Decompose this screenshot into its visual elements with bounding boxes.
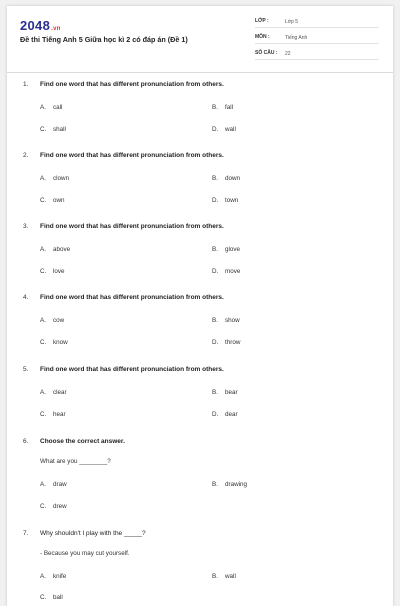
- option-b[interactable]: [212, 317, 240, 324]
- option-d[interactable]: [212, 197, 238, 204]
- question-text: Find one word that has different pronunciation from others.: [40, 223, 224, 230]
- meta-class-label: LỚP :: [255, 18, 269, 24]
- option-b[interactable]: [212, 246, 240, 253]
- option-text: above: [53, 246, 71, 253]
- option-a[interactable]: [40, 175, 69, 182]
- option-text: ball: [53, 594, 63, 601]
- option-letter: A.: [40, 481, 46, 488]
- option-d[interactable]: [212, 126, 236, 133]
- option-c[interactable]: [40, 339, 68, 346]
- question-sentence: - Because you may cut yourself.: [40, 550, 130, 557]
- option-a[interactable]: [40, 104, 62, 111]
- option-text: drawing: [225, 481, 248, 488]
- meta-subject-value: Tiếng Anh: [285, 34, 308, 41]
- option-letter: C.: [40, 594, 47, 601]
- option-letter: D.: [212, 268, 219, 275]
- meta-class-value: Lớp 5: [285, 18, 299, 25]
- question-number: 3.: [23, 223, 29, 230]
- option-letter: D.: [212, 339, 219, 346]
- option-text: dear: [225, 411, 238, 418]
- option-a[interactable]: [40, 481, 67, 488]
- option-a[interactable]: [40, 389, 67, 396]
- document-title: Đề thi Tiếng Anh 5 Giữa học kì 2 có đáp án (Đề 1): [20, 35, 188, 44]
- option-letter: B.: [212, 104, 218, 111]
- option-text: wall: [225, 573, 236, 580]
- option-text: show: [225, 317, 240, 324]
- question-text: Why shouldn't I play with the _____?: [40, 530, 146, 537]
- question-number: 7.: [23, 530, 29, 537]
- option-text: glove: [225, 246, 241, 253]
- option-letter: B.: [212, 389, 218, 396]
- logo-text: 2048: [20, 18, 51, 33]
- option-c[interactable]: [40, 126, 66, 133]
- option-c[interactable]: [40, 197, 65, 204]
- option-b[interactable]: [212, 481, 247, 488]
- question-number: 6.: [23, 438, 29, 445]
- option-letter: B.: [212, 481, 218, 488]
- option-letter: A.: [40, 246, 46, 253]
- option-d[interactable]: [212, 268, 240, 275]
- option-letter: C.: [40, 197, 47, 204]
- option-text: throw: [225, 339, 241, 346]
- question-text: Find one word that has different pronunciation from others.: [40, 366, 224, 373]
- option-text: love: [53, 268, 65, 275]
- option-d[interactable]: [212, 411, 238, 418]
- logo-tld: .vn: [51, 26, 61, 32]
- option-letter: A.: [40, 389, 46, 396]
- option-c[interactable]: [40, 268, 65, 275]
- option-b[interactable]: [212, 104, 233, 111]
- question-number: 5.: [23, 366, 29, 373]
- option-b[interactable]: [212, 389, 238, 396]
- option-letter: A.: [40, 175, 46, 182]
- document-page: [7, 6, 393, 606]
- option-letter: A.: [40, 573, 46, 580]
- option-letter: D.: [212, 411, 219, 418]
- option-c[interactable]: [40, 503, 67, 510]
- question-number: 2.: [23, 152, 29, 159]
- question-number: 4.: [23, 294, 29, 301]
- option-text: down: [225, 175, 241, 182]
- option-text: shall: [53, 126, 66, 133]
- document-header: [7, 6, 393, 73]
- meta-count-value: 22: [285, 50, 291, 57]
- option-text: know: [53, 339, 68, 346]
- option-a[interactable]: [40, 317, 64, 324]
- option-letter: C.: [40, 268, 47, 275]
- option-a[interactable]: [40, 573, 66, 580]
- option-b[interactable]: [212, 175, 240, 182]
- option-letter: B.: [212, 175, 218, 182]
- meta-count-row: [255, 48, 379, 60]
- question-sentence: What are you ________?: [40, 458, 111, 465]
- option-text: hear: [53, 411, 66, 418]
- option-text: clear: [53, 389, 67, 396]
- option-text: clown: [53, 175, 70, 182]
- question-text: Find one word that has different pronunciation from others.: [40, 81, 224, 88]
- option-d[interactable]: [212, 339, 240, 346]
- option-text: knife: [53, 573, 67, 580]
- option-letter: B.: [212, 573, 218, 580]
- option-text: draw: [53, 481, 67, 488]
- option-letter: D.: [212, 197, 219, 204]
- option-letter: A.: [40, 317, 46, 324]
- site-logo[interactable]: [20, 18, 61, 33]
- meta-count-label: SỐ CÂU :: [255, 50, 278, 56]
- option-text: move: [225, 268, 241, 275]
- option-letter: C.: [40, 339, 47, 346]
- option-letter: B.: [212, 246, 218, 253]
- option-c[interactable]: [40, 411, 66, 418]
- option-text: cow: [53, 317, 65, 324]
- option-text: fall: [225, 104, 234, 111]
- option-text: bear: [225, 389, 238, 396]
- option-letter: B.: [212, 317, 218, 324]
- option-letter: C.: [40, 411, 47, 418]
- option-text: own: [53, 197, 65, 204]
- option-letter: C.: [40, 503, 47, 510]
- option-text: wall: [225, 126, 236, 133]
- question-number: 1.: [23, 81, 29, 88]
- option-letter: A.: [40, 104, 46, 111]
- option-text: town: [225, 197, 239, 204]
- question-text: Find one word that has different pronunciation from others.: [40, 152, 224, 159]
- option-b[interactable]: [212, 573, 236, 580]
- option-text: call: [53, 104, 63, 111]
- meta-subject-row: [255, 32, 379, 44]
- meta-class-row: [255, 16, 379, 28]
- meta-subject-label: MÔN :: [255, 34, 270, 40]
- question-text: Find one word that has different pronunciation from others.: [40, 294, 224, 301]
- question-text: Choose the correct answer.: [40, 438, 125, 445]
- option-a[interactable]: [40, 246, 70, 253]
- option-text: drew: [53, 503, 67, 510]
- option-letter: D.: [212, 126, 219, 133]
- option-letter: C.: [40, 126, 47, 133]
